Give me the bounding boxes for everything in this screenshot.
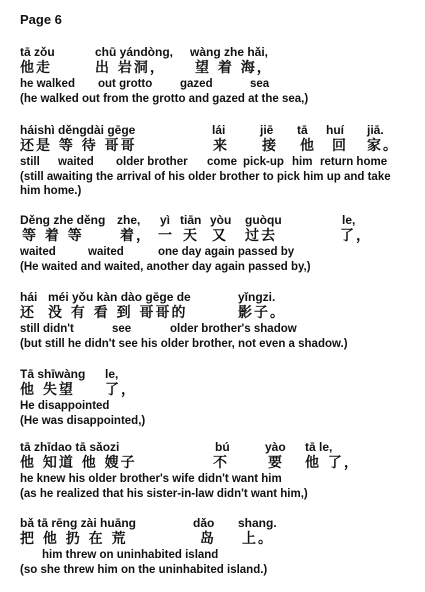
hanzi-word: 他 失望: [20, 382, 75, 398]
gloss-word: come: [207, 156, 238, 168]
hanzi-word: 不: [213, 455, 229, 471]
pinyin-word: dǎo: [193, 516, 215, 530]
pinyin-word: bǎ tā rēng zài huāng: [20, 516, 137, 530]
gloss-word: him threw on uninhabited island: [42, 549, 219, 561]
gloss-word: one day again passed by: [158, 246, 295, 258]
hanzi-line: [20, 305, 420, 322]
hanzi-word: 了，: [340, 228, 372, 244]
hanzi-word: 来: [213, 138, 229, 154]
pinyin-word: tā zhīdao tā sǎozi: [20, 440, 120, 454]
hanzi-word: 家。: [367, 138, 399, 154]
hanzi-line: [20, 382, 420, 399]
pinyin-line: [20, 516, 420, 531]
gloss-word: sea: [250, 78, 270, 90]
gloss-word: waited: [20, 246, 56, 258]
pinyin-line: [20, 290, 420, 305]
sentence-block-1: [20, 45, 420, 106]
hanzi-word: 岛: [200, 531, 216, 547]
pinyin-word: yì: [160, 213, 171, 227]
hanzi-word: 等 着 等: [22, 228, 84, 244]
hanzi-line: [20, 138, 420, 155]
pinyin-word: Děng zhe děng: [20, 213, 106, 227]
pinyin-word: chū yándòng,: [95, 45, 173, 59]
pinyin-word: méi yǒu kàn dào gēge de: [48, 290, 191, 304]
pinyin-line: [20, 45, 420, 60]
hanzi-word: 望 着 海，: [195, 60, 273, 76]
pinyin-word: tā: [297, 123, 308, 137]
gloss-word: pick-up: [243, 156, 284, 168]
translation-line: (as he realized that his sister-in-law didn't want him,): [20, 488, 308, 500]
sentence-block-3: [20, 213, 420, 274]
gloss-word: waited: [58, 156, 94, 168]
sentence-block-4: [20, 290, 420, 351]
translation: [20, 170, 420, 198]
gloss-word: out grotto: [98, 78, 153, 90]
translation-line: (so she threw him on the uninhabited island.): [20, 564, 268, 576]
page-number: Page 6: [20, 12, 62, 27]
pinyin-word: yòu: [210, 213, 232, 227]
translation-line: (he walked out from the grotto and gazed at the sea,): [20, 93, 309, 105]
hanzi-word: 影子。: [238, 305, 286, 321]
hanzi-word: 着，: [120, 228, 152, 244]
translation-line: (still awaiting the arrival of his older brother to pick him up and take: [20, 171, 391, 183]
translation-line: (but still he didn't see his older brother, not even a shadow.): [20, 338, 348, 350]
pinyin-word: jiā.: [367, 123, 384, 137]
translation-line: (He waited and waited, another day again passed by,): [20, 261, 311, 273]
gloss-word: still didn't: [20, 323, 74, 335]
pinyin-word: yào: [265, 440, 286, 454]
sentence-block-5: [20, 367, 420, 428]
pinyin-line: [20, 213, 420, 228]
gloss-word: older brother's shadow: [170, 323, 297, 335]
sentence-block-6: [20, 440, 420, 501]
hanzi-line: [20, 455, 420, 472]
pinyin-word: lái: [212, 123, 226, 137]
hanzi-word: 他 知道 他 嫂子: [20, 455, 137, 471]
hanzi-word: 他 了，: [305, 455, 360, 471]
gloss-word: he knew his older brother's wife didn't want him: [20, 473, 282, 485]
pinyin-word: hái: [20, 290, 38, 304]
translation: [20, 563, 420, 577]
pinyin-word: zhe,: [117, 213, 141, 227]
pinyin-word: Tā shīwàng: [20, 367, 86, 381]
hanzi-word: 他走: [20, 60, 52, 76]
translation-line: him home.): [20, 185, 82, 197]
hanzi-word: 回: [332, 138, 348, 154]
translation: [20, 260, 420, 274]
hanzi-word: 了，: [105, 382, 137, 398]
pinyin-word: huí: [326, 123, 344, 137]
translation-line: (He was disappointed,): [20, 415, 146, 427]
hanzi-word: 过去: [245, 228, 277, 244]
pinyin-word: tā le,: [305, 440, 333, 454]
hanzi-line: [20, 531, 420, 548]
translation: [20, 92, 420, 106]
gloss-word: gazed: [180, 78, 213, 90]
pinyin-word: guòqu: [245, 213, 282, 227]
pinyin-line: [20, 440, 420, 455]
gloss-word: him: [292, 156, 313, 168]
hanzi-word: 又: [212, 228, 228, 244]
hanzi-line: [20, 228, 420, 245]
pinyin-word: le,: [105, 367, 119, 381]
hanzi-word: 还: [20, 305, 36, 321]
gloss-word: older brother: [116, 156, 188, 168]
gloss-word: see: [112, 323, 132, 335]
hanzi-word: 一: [158, 228, 174, 244]
pinyin-line: [20, 123, 420, 138]
gloss-line: [20, 399, 420, 414]
translation: [20, 487, 420, 501]
sentence-block-7: [20, 516, 420, 577]
gloss-line: [20, 322, 420, 337]
hanzi-word: 要: [268, 455, 284, 471]
pinyin-word: wàng zhe hǎi,: [190, 45, 269, 59]
sentence-block-2: [20, 123, 420, 198]
translation: [20, 337, 420, 351]
hanzi-word: 接: [262, 138, 278, 154]
hanzi-word: 上。: [242, 531, 274, 547]
pinyin-word: shang.: [238, 516, 277, 530]
pinyin-word: háishì děngdài gēge: [20, 123, 136, 137]
hanzi-word: 天: [183, 228, 199, 244]
gloss-line: [20, 245, 420, 260]
hanzi-line: [20, 60, 420, 77]
hanzi-word: 没 有 看 到 哥哥的: [48, 305, 188, 321]
gloss-word: return home: [320, 156, 388, 168]
hanzi-word: 把 他 扔 在 荒: [20, 531, 128, 547]
gloss-word: he walked: [20, 78, 75, 90]
pinyin-word: tiān: [180, 213, 202, 227]
pinyin-line: [20, 367, 420, 382]
gloss-line: [20, 155, 420, 170]
pinyin-word: yǐngzi.: [238, 290, 276, 304]
hanzi-word: 他: [300, 138, 316, 154]
pinyin-word: tā zǒu: [20, 45, 55, 59]
gloss-word: He disappointed: [20, 400, 110, 412]
pinyin-word: bú: [215, 440, 230, 454]
gloss-line: [20, 548, 420, 563]
pinyin-word: le,: [342, 213, 356, 227]
gloss-line: [20, 472, 420, 487]
pinyin-word: jiē: [260, 123, 274, 137]
hanzi-word: 出 岩洞，: [95, 60, 166, 76]
gloss-word: still: [20, 156, 40, 168]
gloss-line: [20, 77, 420, 92]
hanzi-word: 还是 等 待 哥哥: [20, 138, 137, 154]
translation: [20, 414, 420, 428]
gloss-word: waited: [88, 246, 124, 258]
